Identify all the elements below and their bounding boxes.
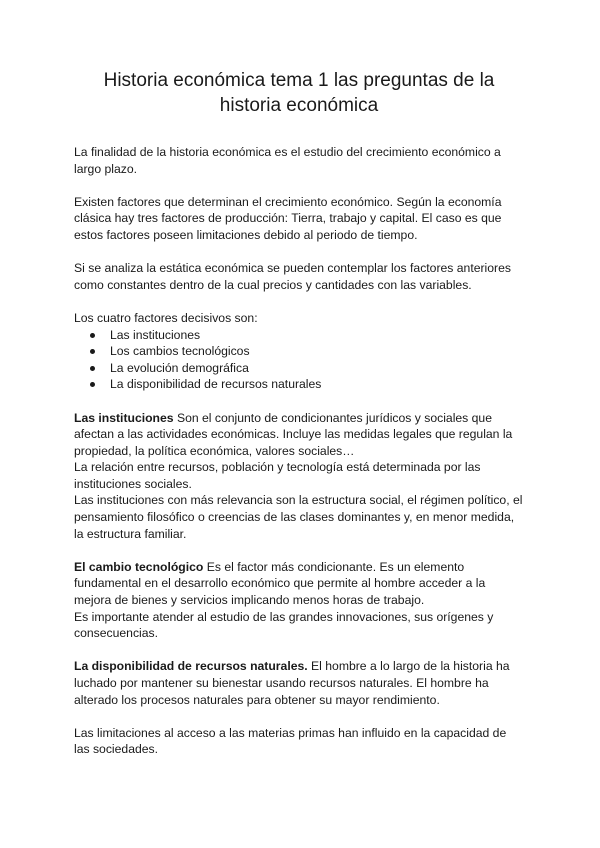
intro-paragraph-3: Si se analiza la estática económica se pueden contemplar los factores anteriores como constantes dentro de la cual precios y cantidades con las variables. [74,261,511,292]
instituciones-paragraph [74,410,524,460]
factors-list [74,327,524,393]
cambio-text-1: Es el factor más condicionante. Es un elemento fundamental en el desarrollo económico que permite al hombre acceder a la mejora de bienes y servicios implicando menos horas de trabajo. [74,559,486,608]
recursos-text-1: El hombre a lo largo de la historia ha luchado por mantener su bienestar usando recursos naturales. El hombre ha alterado los procesos naturales para obtener su mayor rendimiento. [74,659,510,707]
list-item: Los cambios tecnológicos [74,343,524,360]
list-item: Las instituciones [74,327,524,344]
intro-paragraph-2: Existen factores que determinan el crecimiento económico. Según la economía clásica hay tres factores de producción: Tierra, trabajo y capital. El caso es que estos factores poseen limitaciones debido al periodo de tiempo. [74,194,502,242]
document-title: Historia económica tema 1 las preguntas de la historia económica [103,70,495,116]
cambio-text-2: Es importante atender al estudio de las grandes innovaciones, sus orígenes y consecuencias. [74,609,494,641]
instituciones-heading: Las instituciones [74,410,174,425]
cambio-heading: El cambio tecnológico [74,559,204,574]
list-item: La disponibilidad de recursos naturales [74,376,524,393]
instituciones-text-3: Las instituciones con más relevancia son la estructura social, el régimen político, el pensamiento filosófico o creencias de las clases dominantes y, en menor medida, la estructura familiar. [74,493,523,541]
instituciones-text-1: Son el conjunto de condicionantes jurídicos y sociales que afectan a las actividades económicas. Incluye las medidas legales que regulan la propiedad, la política económica, valores sociales… [74,410,513,458]
factors-list-heading: Los cuatro factores decisivos son: [74,310,258,325]
list-item: La evolución demográfica [74,360,524,377]
recursos-paragraph [74,658,524,708]
instituciones-text-2: La relación entre recursos, población y tecnología está determinada por las instituciones sociales. [74,460,481,491]
recursos-text-2: Las limitaciones al acceso a las materias primas han influido en la capacidad de las sociedades. [74,725,507,757]
intro-paragraph-1: La finalidad de la historia económica es el estudio del crecimiento económico a largo plazo. [74,145,501,176]
recursos-heading: La disponibilidad de recursos naturales. [74,659,308,674]
cambio-paragraph [74,559,524,609]
